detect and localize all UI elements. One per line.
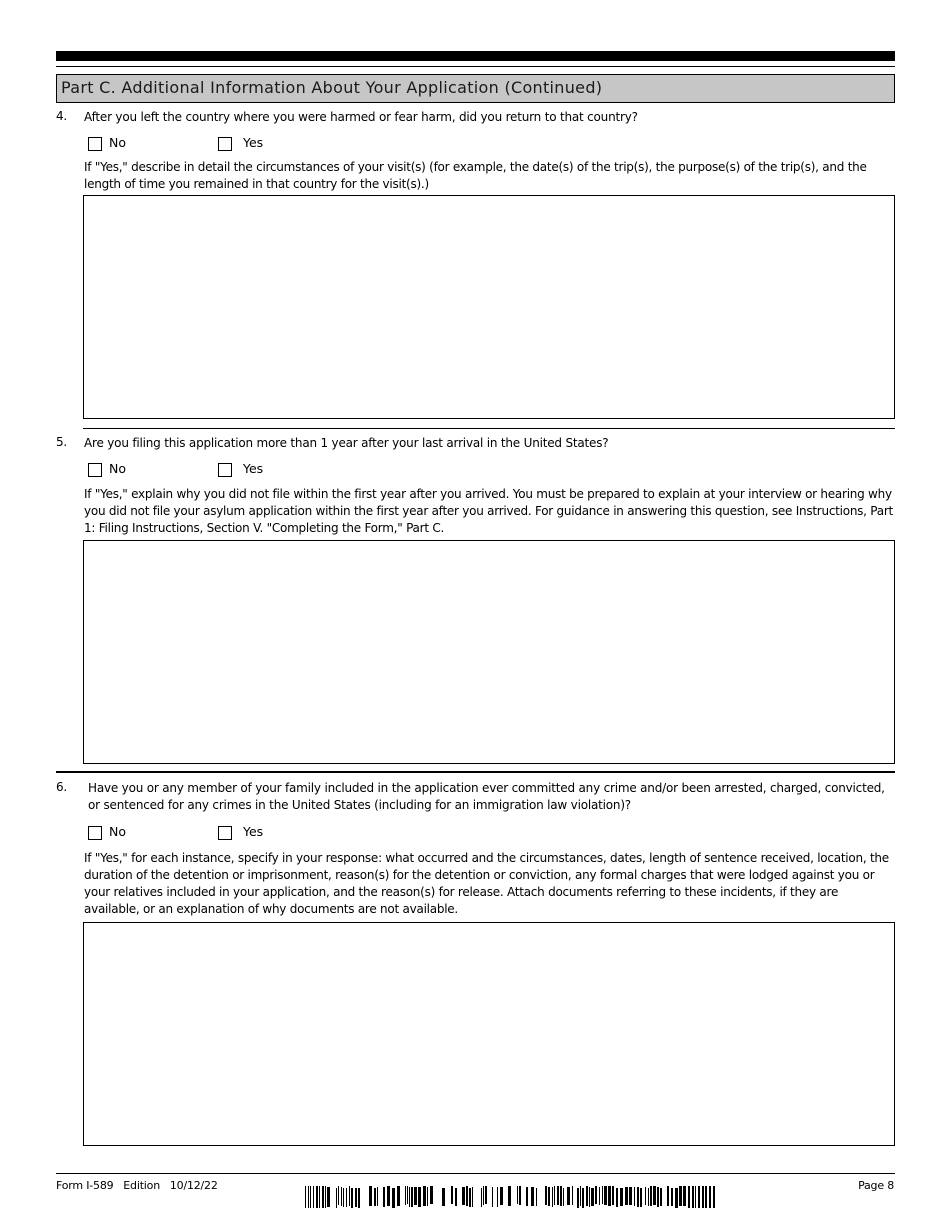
barcode-bar bbox=[554, 1186, 555, 1205]
barcode-bar bbox=[472, 1187, 473, 1207]
barcode-bar bbox=[343, 1188, 344, 1207]
barcode-bar bbox=[536, 1188, 537, 1206]
barcode-bar bbox=[637, 1187, 639, 1207]
question-4-number: 4. bbox=[56, 109, 68, 123]
section-header bbox=[56, 74, 895, 103]
barcode-bar bbox=[519, 1186, 521, 1205]
barcode-bar bbox=[653, 1186, 656, 1205]
barcode-bar bbox=[418, 1187, 421, 1207]
barcode-bar bbox=[374, 1188, 376, 1206]
barcode-bar bbox=[355, 1188, 357, 1207]
barcode-bar bbox=[648, 1188, 649, 1206]
barcode-bar bbox=[709, 1186, 711, 1208]
barcode-bar bbox=[351, 1188, 353, 1208]
barcode-bar bbox=[713, 1186, 715, 1208]
barcode-bar bbox=[466, 1186, 468, 1206]
barcode-bar bbox=[377, 1187, 378, 1206]
barcode-bar bbox=[612, 1186, 614, 1205]
question-4-no-label: No bbox=[109, 135, 126, 150]
section-title: Part C. Additional Information About Your Application (Continued) bbox=[61, 78, 603, 97]
barcode-bar bbox=[392, 1188, 395, 1208]
barcode-bar bbox=[409, 1187, 410, 1207]
page-number: Page 8 bbox=[858, 1179, 894, 1192]
question-6-text: Have you or any member of your family included in the application ever committed any crime and/or been arrested, charged, convicted, or sentenced for any crimes in the United States (including for an immigration law violation)? bbox=[88, 781, 885, 812]
question-4-instruction: If "Yes," describe in detail the circumstances of your visit(s) (for example, the date(s) of the trip(s), the purpose(s) of the trip(s), and the length of time you remained in that country for the visit(s).) bbox=[84, 160, 867, 191]
barcode-bar bbox=[313, 1186, 314, 1208]
barcode-bar bbox=[591, 1188, 594, 1206]
barcode-bar bbox=[451, 1186, 453, 1204]
barcode-bar bbox=[358, 1188, 360, 1208]
barcode-bar bbox=[572, 1186, 573, 1205]
barcode-bar bbox=[595, 1186, 597, 1204]
barcode-bar bbox=[423, 1186, 426, 1206]
barcode-bar bbox=[640, 1188, 642, 1207]
barcode-bar bbox=[387, 1186, 390, 1206]
barcode-bar bbox=[650, 1186, 652, 1206]
barcode-bar bbox=[383, 1187, 385, 1207]
barcode-bar bbox=[616, 1188, 618, 1207]
question-5-instruction: If "Yes," explain why you did not file within the first year after you arrived. You must be prepared to explain at your interview or hearing why you did not file your asylum application within the first year after you arrived. For guidance in answering this question, see Instructions, Part 1: Filing Instructions, Section V. "Completing the Form," Part C. bbox=[84, 487, 893, 535]
barcode-bar bbox=[341, 1187, 342, 1206]
question-5-number: 5. bbox=[56, 435, 68, 449]
barcode-bar bbox=[407, 1186, 408, 1204]
question-6-number: 6. bbox=[56, 780, 68, 794]
barcode-bar bbox=[327, 1187, 330, 1207]
top-rule-thin bbox=[56, 66, 895, 67]
question-4-yes-checkbox[interactable] bbox=[218, 137, 232, 151]
barcode-bar bbox=[517, 1186, 518, 1204]
barcode-bar bbox=[430, 1186, 433, 1204]
question-4-text: After you left the country where you were harmed or fear harm, did you return to that country? bbox=[84, 110, 638, 124]
barcode-bar bbox=[500, 1187, 503, 1205]
barcode-bar bbox=[481, 1188, 482, 1207]
barcode-bar bbox=[679, 1186, 682, 1206]
barcode-bar bbox=[602, 1186, 603, 1204]
barcode-bar bbox=[629, 1187, 632, 1205]
barcode-bar bbox=[545, 1186, 547, 1205]
barcode-bar bbox=[349, 1186, 350, 1206]
question-6-answer-field[interactable] bbox=[83, 922, 895, 1146]
barcode-bar bbox=[577, 1188, 579, 1208]
barcode-bar bbox=[346, 1188, 347, 1207]
form-edition: Form I-589 Edition 10/12/22 bbox=[56, 1179, 218, 1192]
barcode-bar bbox=[497, 1187, 498, 1207]
question-5-yes-checkbox[interactable] bbox=[218, 463, 232, 477]
barcode-bar bbox=[308, 1186, 309, 1208]
barcode-bar bbox=[526, 1187, 528, 1206]
question-5-no-checkbox[interactable] bbox=[88, 463, 102, 477]
barcode-bar bbox=[604, 1186, 607, 1205]
footer-rule bbox=[56, 1173, 895, 1174]
barcode-bar bbox=[325, 1186, 326, 1208]
barcode-bar bbox=[671, 1188, 673, 1206]
barcode-bar bbox=[548, 1187, 550, 1206]
barcode-bar bbox=[455, 1188, 457, 1206]
barcode-bar bbox=[657, 1187, 659, 1207]
barcode-bar bbox=[338, 1186, 339, 1205]
question-4-yes-label: Yes bbox=[243, 135, 264, 150]
barcode-bar bbox=[695, 1186, 696, 1208]
barcode-bar bbox=[625, 1187, 628, 1205]
barcode-bar bbox=[599, 1187, 600, 1205]
barcode-bar bbox=[702, 1186, 704, 1208]
barcode-bar bbox=[567, 1187, 570, 1205]
barcode-bar bbox=[667, 1186, 669, 1206]
barcode-bar bbox=[469, 1188, 471, 1207]
barcode-bar bbox=[336, 1188, 337, 1208]
barcode-bar bbox=[462, 1187, 465, 1205]
barcode-bar bbox=[560, 1186, 562, 1206]
barcode-bar bbox=[580, 1186, 581, 1206]
barcode-image bbox=[305, 1186, 715, 1208]
barcode-bar bbox=[316, 1186, 318, 1208]
barcode-bar bbox=[586, 1186, 588, 1206]
barcode-bar bbox=[557, 1186, 559, 1205]
barcode-bar bbox=[582, 1188, 584, 1208]
separator-rule-thick bbox=[56, 771, 895, 773]
question-6-instruction: If "Yes," for each instance, specify in your response: what occurred and the circumstances, dates, length of sentence received, location, the duration of the detention or imprisonment, reason(s) for the detention or conviction, any formal charges that were lodged against you or your relatives included in your application, and the reason(s) for release. Attach documents referring to these incidents, if they are available, or an explanation of why documents are not available. bbox=[84, 851, 889, 916]
barcode-bar bbox=[427, 1187, 428, 1206]
barcode-bar bbox=[310, 1186, 311, 1208]
top-rule-thick bbox=[56, 51, 895, 61]
question-6-no-checkbox[interactable] bbox=[88, 826, 102, 840]
barcode-bar bbox=[620, 1188, 623, 1206]
barcode-bar bbox=[483, 1186, 484, 1205]
question-5-no-label: No bbox=[109, 461, 126, 476]
separator-rule bbox=[83, 428, 895, 429]
barcode-bar bbox=[319, 1186, 320, 1208]
barcode-bar bbox=[414, 1187, 417, 1205]
barcode-bar bbox=[692, 1186, 694, 1208]
barcode-bar bbox=[411, 1187, 413, 1207]
barcode-bar bbox=[322, 1186, 324, 1208]
barcode-bar bbox=[645, 1187, 646, 1205]
barcode-bar bbox=[660, 1188, 662, 1206]
barcode-bar bbox=[563, 1188, 564, 1206]
barcode-bar bbox=[688, 1186, 690, 1208]
question-5-text: Are you filing this application more than 1 year after your last arrival in the United States? bbox=[84, 436, 609, 450]
barcode-bar bbox=[634, 1187, 635, 1206]
barcode-bar bbox=[683, 1186, 686, 1206]
barcode-bar bbox=[552, 1187, 553, 1207]
barcode-bar bbox=[485, 1186, 487, 1204]
barcode-bar bbox=[589, 1187, 590, 1207]
barcode-bar bbox=[397, 1186, 400, 1206]
barcode-bar bbox=[492, 1187, 493, 1207]
barcode-bar bbox=[508, 1186, 511, 1206]
question-4-no-checkbox[interactable] bbox=[88, 137, 102, 151]
question-6-yes-checkbox[interactable] bbox=[218, 826, 232, 840]
barcode-bar bbox=[405, 1186, 406, 1205]
barcode-bar bbox=[698, 1186, 700, 1208]
barcode-bar bbox=[369, 1186, 372, 1206]
barcode-bar bbox=[608, 1186, 611, 1206]
barcode-bar bbox=[305, 1186, 306, 1208]
question-4-answer-field[interactable] bbox=[83, 195, 895, 419]
question-6-yes-label: Yes bbox=[243, 824, 264, 839]
question-5-yes-label: Yes bbox=[243, 461, 264, 476]
question-6-no-label: No bbox=[109, 824, 126, 839]
barcode-bar bbox=[531, 1187, 534, 1206]
question-5-answer-field[interactable] bbox=[83, 540, 895, 764]
barcode-bar bbox=[442, 1188, 445, 1206]
barcode-bar bbox=[705, 1186, 707, 1208]
barcode-bar bbox=[675, 1188, 678, 1208]
